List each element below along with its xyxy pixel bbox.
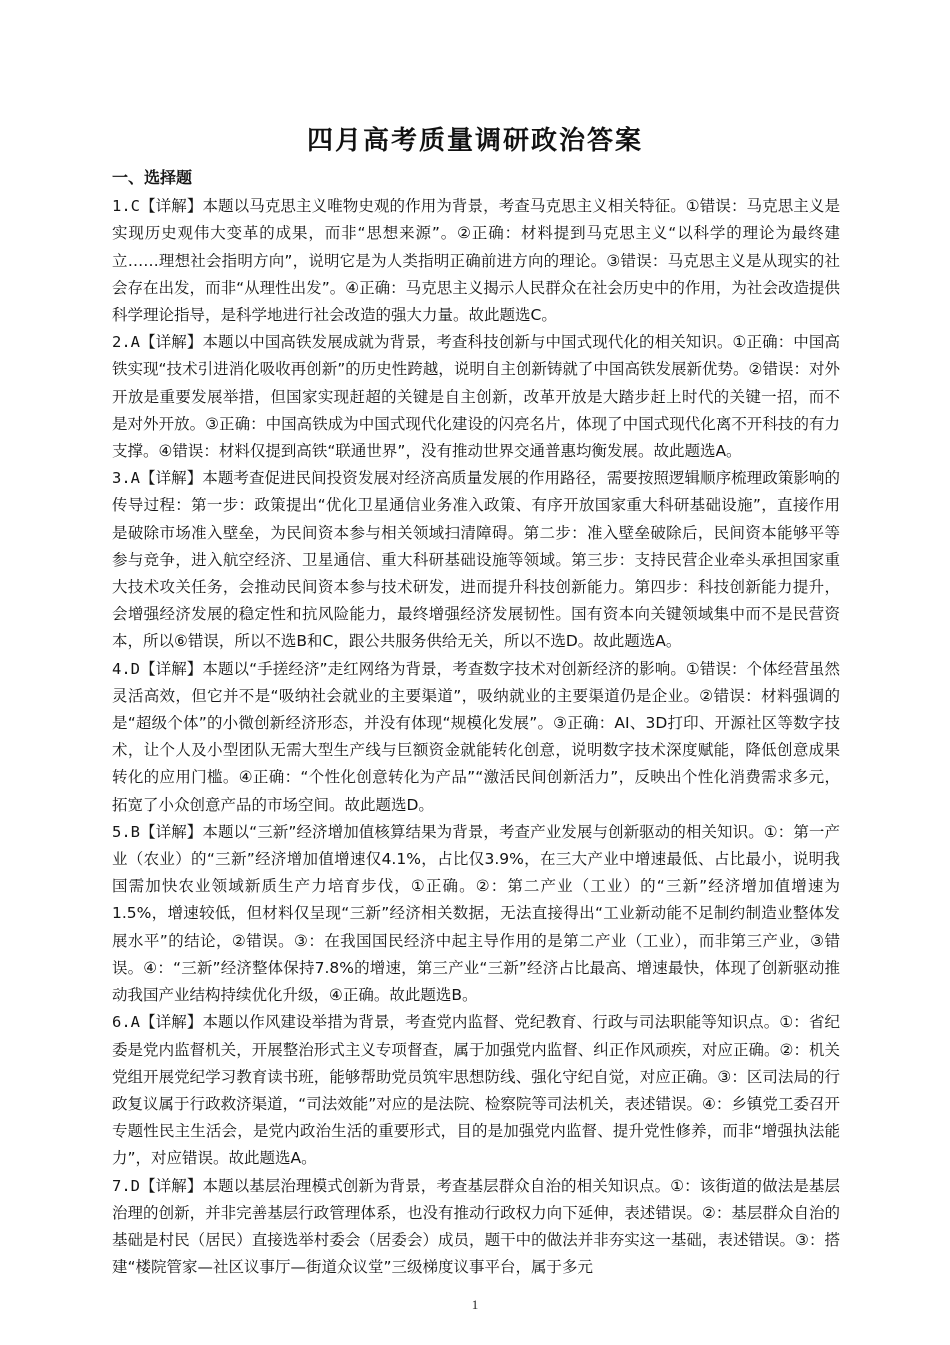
answer-tag: 【详解】 [140,469,203,488]
page-number: 1 [471,1297,479,1312]
answer-explanation: 本题以马克思主义唯物史观的作用为背景，考查马克思主义相关特征。①错误：马克思主义是实现历史观伟大变革的成果，而非“思想来源”。②正确：材料提到马克思主义“以科学的理论为最终建立……理想社会指明方向”，说明它是为人类指明正确前进方向的理论。③错误：马克思主义是从现实的社会存在出发，而非“从理性出发”。④正确：马克思主义揭示人民群众在社会历史中的作用，为社会改造提供科学理论指导，是科学地进行社会改造的强大力量。故此题选C。 [112,197,840,325]
section-heading: 一、选择题 [112,168,193,187]
answer-item-2 [112,329,840,465]
answer-item-7 [112,1173,840,1282]
answer-tag: 【详解】 [140,333,203,352]
answer-item-3 [112,465,840,655]
answer-label: 5.B [112,822,140,841]
answer-label: 3.A [112,469,140,488]
document-body [112,164,840,1281]
answer-tag: 【详解】 [140,197,203,216]
answer-label: 2.A [112,333,140,352]
answer-item-1 [112,193,840,329]
answer-explanation: 本题以作风建设举措为背景，考查党内监督、党纪教育、行政与司法职能等知识点。①：省纪委是党内监督机关，开展整治形式主义专项督查，属于加强党内监督、纠正作风顽疾，对应正确。②：机关党组开展党纪学习教育读书班，能够帮助党员筑牢思想防线、强化守纪自觉，对应正确。③：区司法局的行政复议属于行政救济渠道，“司法效能”对应的是法院、检察院等司法机关，表述错误。④：乡镇党工委召开专题性民主生活会，是党内政治生活的重要形式，目的是加强党内监督、提升党性修养，而非“增强执法能力”，对应错误。故此题选A。 [112,1013,840,1168]
answer-item-5 [112,819,840,1009]
answer-label: 1.C [112,197,140,216]
answer-explanation: 本题以基层治理模式创新为背景，考查基层群众自治的相关知识点。①：该街道的做法是基层治理的创新，并非完善基层行政管理体系，也没有推动行政权力向下延伸，表述错误。②：基层群众自治的基础是村民（居民）直接选举村委会（居委会）成员，题干中的做法并非夯实这一基础，表述错误。③：搭建“楼院管家—社区议事厅—街道众议堂”三级梯度议事平台，属于多元 [112,1176,840,1277]
answer-tag: 【详解】 [140,659,203,678]
answer-item-4 [112,656,840,819]
answer-explanation: 本题以中国高铁发展成就为背景，考查科技创新与中国式现代化的相关知识。①正确：中国高铁实现“技术引进消化吸收再创新”的历史性跨越，说明自主创新铸就了中国高铁发展新优势。②错误：对外开放是重要发展举措，但国家实现赶超的关键是自主创新，改革开放是大踏步赶上时代的关键一招，而不是对外开放。③正确：中国高铁成为中国式现代化建设的闪亮名片，体现了中国式现代化离不开科技的有力支撑。④错误：材料仅提到高铁“联通世界”，没有推动世界交通普惠均衡发展。故此题选A。 [112,333,840,461]
answer-label: 6.A [112,1013,140,1032]
answer-label: 7.D [112,1176,140,1195]
answer-explanation: 本题考查促进民间投资发展对经济高质量发展的作用路径，需要按照逻辑顺序梳理政策影响的传导过程：第一步：政策提出“优化卫星通信业务准入政策、有序开放国家重大科研基础设施”，直接作用是破除市场准入壁垒，为民间资本参与相关领域扫清障碍。第二步：准入壁垒破除后，民间资本能够平等参与竞争，进入航空经济、卫星通信、重大科研基础设施等领域。第三步：支持民营企业牵头承担国家重大技术攻关任务，会推动民间资本参与技术研发，进而提升科技创新能力。第四步：科技创新能力提升，会增强经济发展的稳定性和抗风险能力，最终增强经济发展韧性。国有资本向关键领域集中而不是民营资本，所以⑥错误，所以不选B和C，跟公共服务供给无关，所以不选D。故此题选A。 [112,469,840,651]
answer-tag: 【详解】 [140,822,203,841]
answer-tag: 【详解】 [140,1013,203,1032]
answer-tag: 【详解】 [140,1176,203,1195]
document-title: 四月高考质量调研政治答案 [306,126,643,156]
answer-explanation: 本题以“三新”经济增加值核算结果为背景，考查产业发展与创新驱动的相关知识。①：第一产业（农业）的“三新”经济增加值增速仅4.1%，占比仅3.9%，在三大产业中增速最低、占比最小，说明我国需加快农业领域新质生产力培育步伐，①正确。②：第二产业（工业）的“三新”经济增加值增速为1.5%，增速较低，但材料仅呈现“三新”经济相关数据，无法直接得出“工业新动能不足制约制造业整体发展水平”的结论，②错误。③：在我国国民经济中起主导作用的是第二产业（工业），而非第三产业，③错误。④：“三新”经济整体保持7.8%的增速，第三产业“三新”经济占比最高、增速最快，体现了创新驱动推动我国产业结构持续优化升级，④正确。故此题选B。 [112,822,840,1005]
answer-explanation: 本题以“手搓经济”走红网络为背景，考查数字技术对创新经济的影响。①错误：个体经营虽然灵活高效，但它并不是“吸纳社会就业的主要渠道”，吸纳就业的主要渠道仍是企业。②错误：材料强调的是“超级个体”的小微创新经济形态，并没有体现“规模化发展”。③正确：AI、3D打印、开源社区等数字技术，让个人及小型团队无需大型生产线与巨额资金就能转化创意，说明数字技术深度赋能，降低创意成果转化的应用门槛。④正确：“个性化创意转化为产品”“激活民间创新活力”，反映出个性化消费需求多元，拓宽了小众创意产品的市场空间。故此题选D。 [112,659,840,814]
answer-label: 4.D [112,659,140,678]
answer-item-6 [112,1009,840,1172]
